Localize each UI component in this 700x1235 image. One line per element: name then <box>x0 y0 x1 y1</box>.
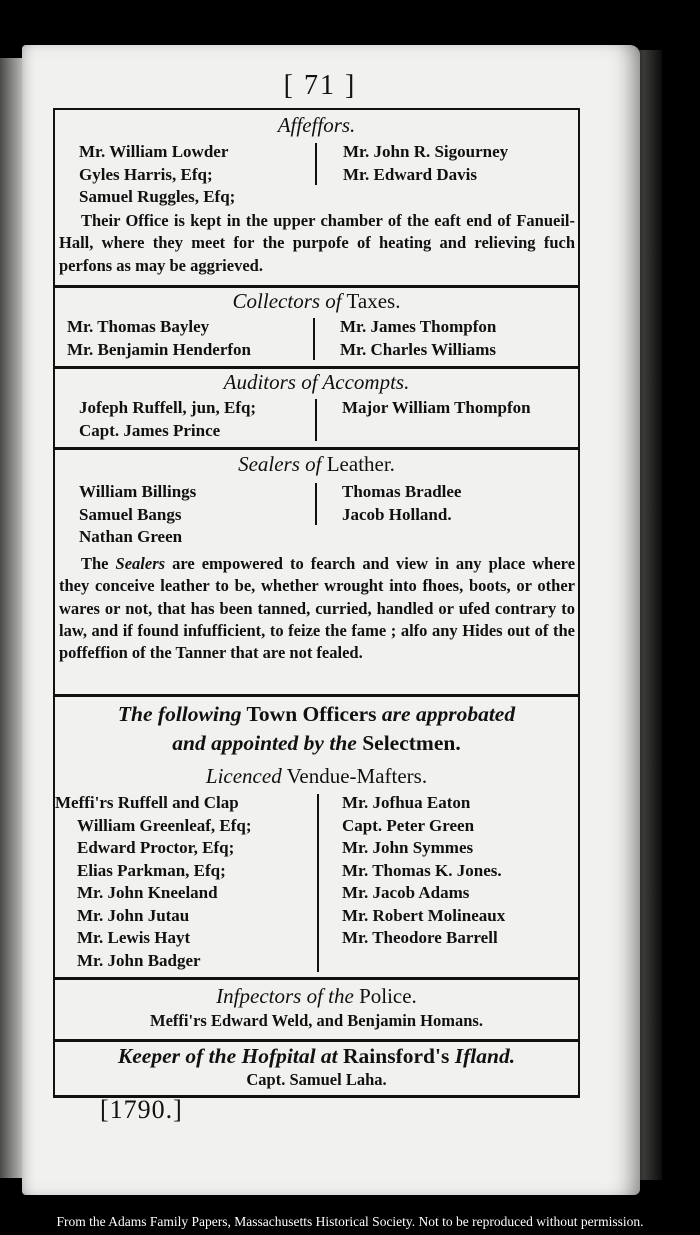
name-entry: Capt. James Prince <box>79 420 221 440</box>
name-entry: Elias Parkman, Efq; <box>77 860 226 880</box>
name-entry: Mr. William Lowder <box>79 142 229 161</box>
name-entry: Major William Thompfon <box>342 398 531 417</box>
police-section <box>55 983 578 1031</box>
page-number: [ 71 ] <box>283 70 357 101</box>
name-entry: Mr. Jofhua Eaton <box>342 793 471 812</box>
name-entry: Jacob Holland. <box>342 504 452 524</box>
police-line: Meffi'rs Edward Weld, and Benjamin Homans. <box>150 1011 483 1030</box>
year-mark: [1790.] <box>100 1095 183 1124</box>
section-rule <box>55 447 578 450</box>
assessors-right-column <box>343 141 508 186</box>
name-entry: Gyles Harris, Efq; <box>79 164 213 184</box>
collectors-left-column <box>67 316 251 361</box>
name-entry: Thomas Bradlee <box>342 482 462 501</box>
name-entry: Edward Proctor, Efq; <box>77 838 235 857</box>
column-divider <box>313 318 315 360</box>
name-entry: William Billings <box>79 482 197 501</box>
name-entry: Mr. John Badger <box>77 950 201 970</box>
name-entry: Mr. Robert Molineaux <box>342 905 506 925</box>
vendue-section <box>55 763 578 789</box>
name-entry: Mr. Thomas K. Jones. <box>342 860 502 880</box>
name-entry: Nathan Green <box>79 527 183 546</box>
auditors-right-column <box>342 397 531 420</box>
vendue-left-column <box>55 792 252 972</box>
section-rule <box>55 694 578 697</box>
name-entry: William Greenleaf, Efq; <box>77 815 252 835</box>
name-entry: Mr. Thomas Bayley <box>67 317 210 336</box>
name-entry: Mr. John Symmes <box>342 838 474 857</box>
name-entry: Mr. John Kneeland <box>77 883 218 902</box>
sealers-note: The Sealers are empowered to fearch and view in any place where they conceive leather to be, whether wrought into fhoes, boots, or other wares or not, that has been tanned, curried, handled or ufed contrary to law, and if found infufficient, to feize the fame ; alfo any Hides out of the poffeffion of the Tanner that are not fealed. <box>59 554 576 663</box>
sealers-heading: Sealers of Leather. <box>238 452 395 476</box>
name-entry: Mr. Charles Williams <box>340 339 496 359</box>
sealers-section <box>55 451 578 477</box>
collectors-section <box>55 288 578 314</box>
collectors-right-column <box>340 316 496 361</box>
name-entry: Mr. John R. Sigourney <box>343 142 509 161</box>
name-entry: Mr. Edward Davis <box>343 164 477 184</box>
appointed-heading-line1: The following Town Officers are approbated <box>117 702 516 726</box>
assessors-note: Their Office is kept in the upper chamber of the eaft end of Fanueil-Hall, where they meet for the purpofe of heating and relieving fuch perfons as may be aggrieved. <box>59 211 575 275</box>
column-divider <box>317 794 319 972</box>
column-divider <box>315 483 317 525</box>
section-rule <box>55 977 578 980</box>
column-divider <box>315 399 317 441</box>
name-entry: Jofeph Ruffell, jun, Efq; <box>79 398 257 417</box>
hospital-section <box>55 1043 578 1090</box>
name-entry: Samuel Ruggles, Efq; <box>79 187 236 206</box>
name-entry: Samuel Bangs <box>79 504 182 524</box>
name-entry: Mr. Benjamin Henderfon <box>67 339 252 359</box>
appointed-section <box>55 701 578 756</box>
sealers-right-column <box>342 481 461 526</box>
auditors-heading: Auditors of Accompts. <box>223 370 410 394</box>
vendue-right-column <box>342 792 505 950</box>
name-entry: Mr. John Jutau <box>77 905 190 925</box>
name-entry: Mr. James Thompfon <box>340 317 497 336</box>
sealers-left-column <box>79 481 196 549</box>
auditors-section <box>55 369 578 395</box>
name-entry: Mr. Jacob Adams <box>342 883 470 902</box>
name-entry: Mr. Lewis Hayt <box>77 928 191 947</box>
collectors-heading: Collectors of Taxes. <box>232 289 401 313</box>
auditors-left-column <box>79 397 256 442</box>
name-entry: Mr. Theodore Barrell <box>342 928 498 947</box>
name-entry: Meffi'rs Ruffell and Clap <box>55 793 239 812</box>
column-divider <box>315 143 317 185</box>
copyright-footer: From the Adams Family Papers, Massachusetts Historical Society. Not to be reproduced without permission. <box>56 1214 644 1229</box>
assessors-left-column <box>79 141 235 209</box>
hospital-line: Capt. Samuel Laha. <box>246 1070 387 1089</box>
appointed-heading-line2: and appointed by the Selectmen. <box>172 731 461 755</box>
assessors-section <box>55 112 578 138</box>
police-heading: Infpectors of the Police. <box>216 984 417 1008</box>
assessors-heading: Affeffors. <box>277 113 356 137</box>
section-rule <box>55 1039 578 1042</box>
name-entry: Capt. Peter Green <box>342 815 475 835</box>
text-frame <box>53 108 580 1098</box>
vendue-heading: Licenced Vendue-Mafters. <box>205 764 428 788</box>
hospital-heading: Keeper of the Hofpital at Rainsford's Ifland. <box>117 1044 516 1068</box>
